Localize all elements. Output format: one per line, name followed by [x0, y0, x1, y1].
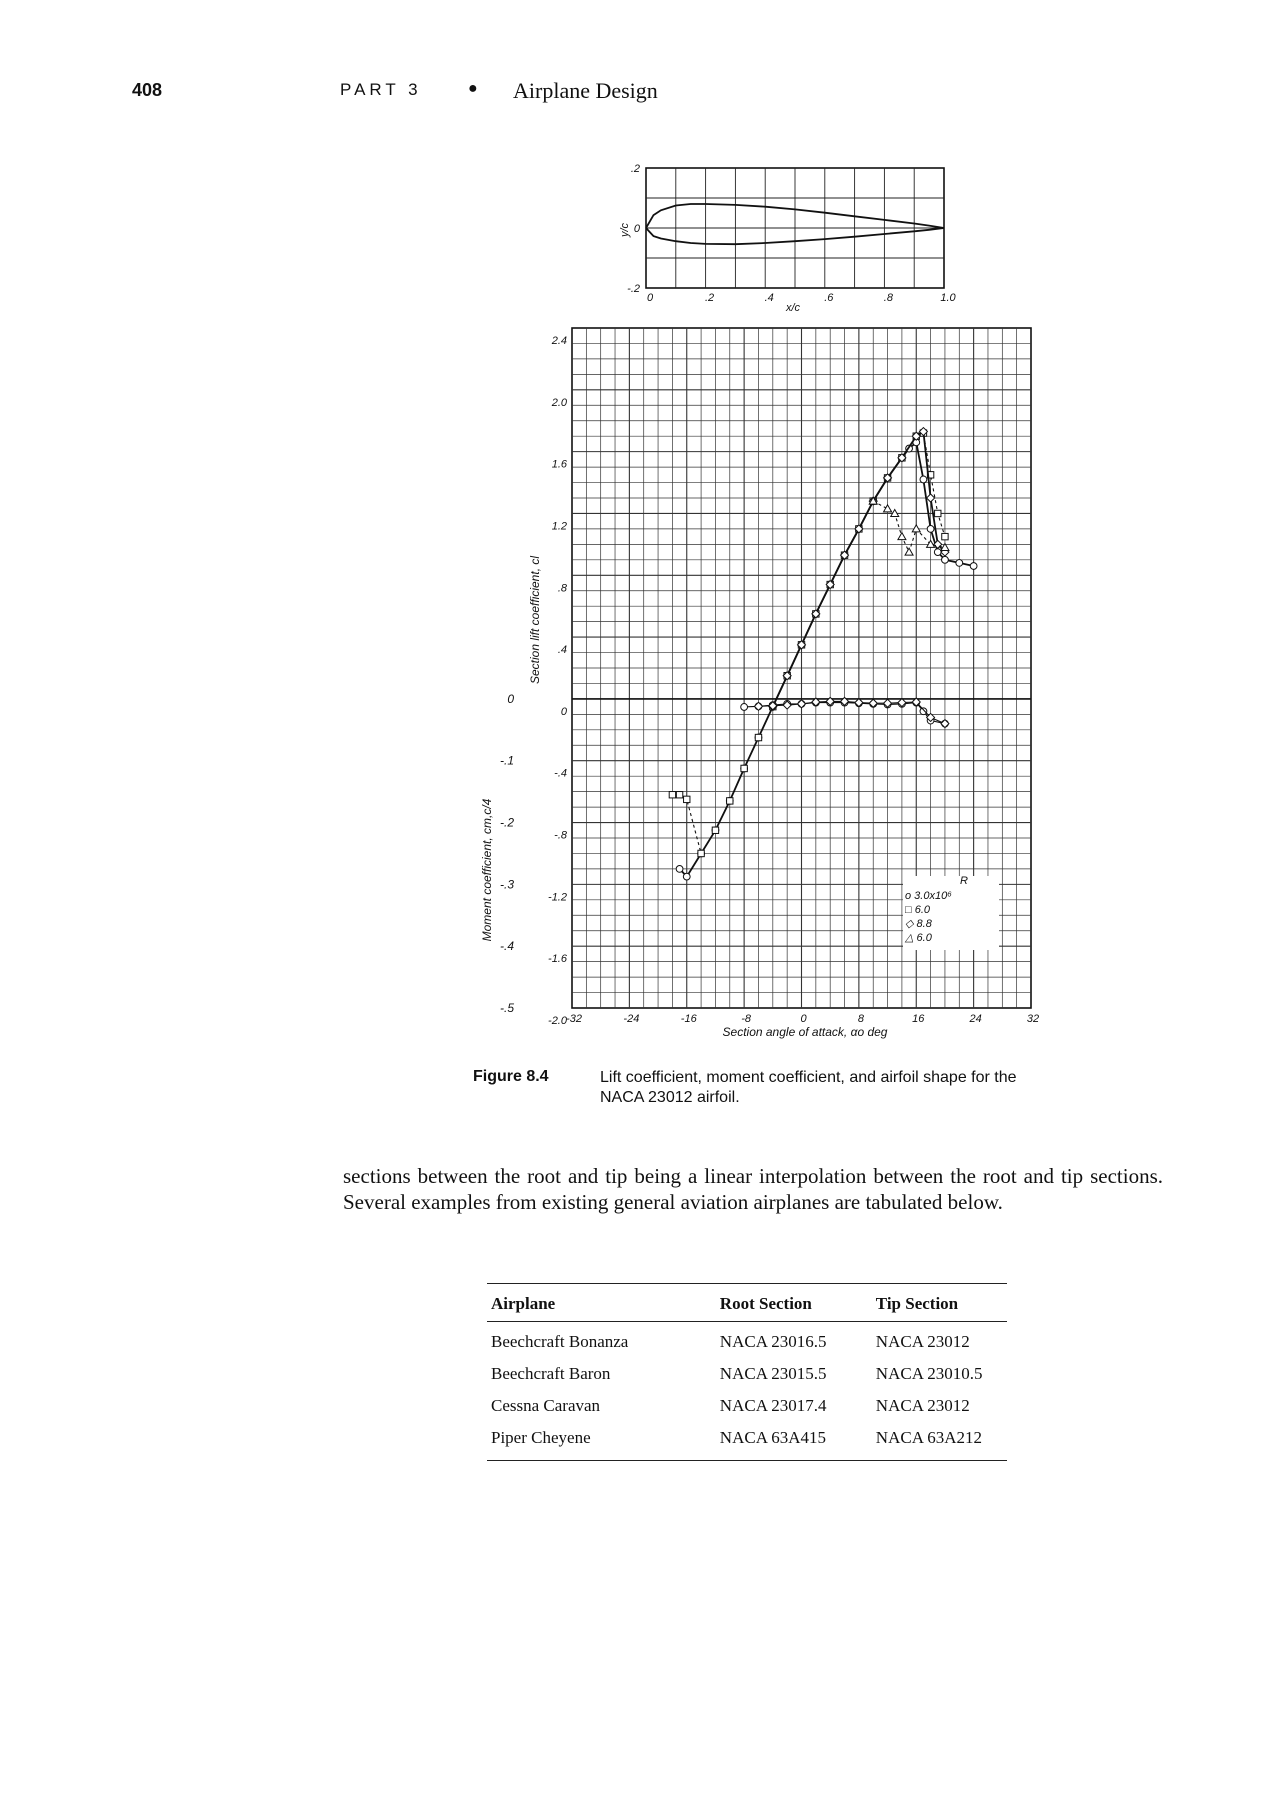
data-point — [727, 798, 733, 804]
tick-label: 1.2 — [551, 520, 567, 533]
legend-entry: □ 6.0 — [905, 904, 930, 916]
table-cell: Piper Cheyene — [487, 1418, 716, 1461]
data-point — [912, 525, 920, 532]
shape-y-axis-label: y/c — [619, 222, 631, 238]
tick-label: -2.0 — [548, 1015, 567, 1027]
page-number: 408 — [132, 80, 163, 100]
table-row — [487, 1322, 1007, 1355]
tick-label: 0 — [507, 691, 514, 706]
data-point — [798, 700, 806, 708]
table-cell: NACA 23015.5 — [719, 1363, 827, 1383]
data-point — [683, 873, 690, 880]
data-point — [898, 533, 906, 540]
tick-label: 8 — [857, 1013, 864, 1025]
tick-label: -.2 — [499, 815, 514, 830]
tick-label: 32 — [1026, 1013, 1040, 1025]
table-cell: NACA 23017.4 — [719, 1395, 827, 1415]
data-point — [884, 505, 892, 512]
data-point — [927, 526, 934, 533]
tick-label: .2 — [705, 292, 715, 304]
table-cell: NACA 63A415 — [716, 1418, 872, 1461]
tick-label: -16 — [680, 1013, 697, 1025]
data-point — [712, 827, 718, 833]
chart-legend — [903, 875, 999, 950]
shape-grid — [646, 168, 944, 288]
main-x-tick-labels — [566, 1013, 1039, 1025]
airfoil-shape-plot — [619, 163, 957, 314]
shape-x-axis-label: x/c — [785, 302, 801, 314]
data-point — [956, 560, 963, 567]
table-cell: NACA 23012 — [875, 1331, 970, 1351]
tick-label: .6 — [824, 292, 834, 304]
tick-label: .8 — [557, 582, 567, 595]
data-point — [741, 765, 747, 771]
data-point — [676, 792, 682, 798]
series-line — [672, 433, 945, 853]
tick-label: 1.0 — [940, 292, 956, 304]
lift-y-axis-label: Section lift coefficient, cl — [528, 555, 542, 685]
tick-label: 16 — [912, 1013, 925, 1025]
data-point — [927, 494, 935, 502]
tick-label: 24 — [969, 1013, 982, 1025]
body-paragraph: sections between the root and tip being a linear interpolation between the root and tip sections. Several examples from existing general aviation airplanes are tabulated below. — [343, 1164, 1163, 1214]
data-point — [942, 533, 948, 539]
tick-label: 0 — [560, 705, 567, 718]
data-point — [942, 556, 949, 563]
data-point — [754, 702, 762, 710]
tick-label: 0 — [633, 223, 640, 235]
data-point — [934, 549, 941, 556]
data-point — [698, 850, 704, 856]
tick-label: -.1 — [499, 753, 514, 768]
tick-label: -.5 — [499, 1001, 514, 1015]
data-point — [676, 866, 683, 873]
data-point — [669, 792, 675, 798]
table-cell: Beechcraft Bonanza — [491, 1331, 629, 1351]
data-point — [755, 734, 761, 740]
column-header: Tip Section — [872, 1284, 1007, 1322]
tick-label: .8 — [883, 292, 893, 304]
moment-y-axis-label: Moment coefficient, cm,c/4 — [480, 798, 494, 942]
series-line — [680, 442, 974, 876]
table-cell: NACA 63A212 — [872, 1418, 1007, 1461]
figure-label: Figure 8.4 — [473, 1068, 549, 1085]
tick-label: 0 — [800, 1013, 807, 1025]
lift-y-tick-labels — [548, 335, 568, 1027]
tick-label: -.4 — [499, 939, 514, 954]
main-x-axis-label: Section angle of attack, αo deg — [722, 1025, 888, 1039]
chapter-title: Airplane Design — [513, 78, 658, 103]
tick-label: 1.6 — [551, 458, 567, 471]
legend-entry: o 3.0x10⁶ — [905, 890, 952, 902]
data-point — [927, 540, 935, 547]
tick-label: -.8 — [554, 829, 567, 842]
tick-label: -8 — [741, 1013, 752, 1025]
table-row — [487, 1386, 1007, 1418]
tick-label: -.4 — [554, 767, 567, 780]
tick-label: 2.4 — [551, 335, 567, 347]
tick-label: .4 — [764, 292, 774, 304]
tick-label: -32 — [566, 1013, 582, 1025]
data-point — [905, 548, 913, 555]
data-point — [920, 708, 927, 715]
tick-label: -1.2 — [548, 891, 567, 904]
legend-entry: ◇ 8.8 — [905, 918, 932, 930]
bullet-icon: ● — [468, 80, 478, 97]
tick-label: -.3 — [499, 877, 514, 892]
table-row — [487, 1354, 1007, 1386]
data-point — [684, 796, 690, 802]
tick-label: -1.6 — [548, 953, 567, 966]
tick-label: 0 — [646, 292, 654, 304]
data-point — [920, 476, 927, 483]
moment-y-tick-labels — [500, 692, 514, 1015]
part-label: PART 3 — [340, 80, 422, 99]
table-cell: NACA 23012 — [875, 1395, 970, 1415]
table-cell: Beechcraft Baron — [491, 1363, 611, 1383]
data-point — [970, 563, 977, 570]
airfoil-sections-table — [487, 1283, 1007, 1461]
tick-label: -24 — [623, 1013, 640, 1025]
data-point — [741, 704, 748, 711]
legend-entry: △ 6.0 — [905, 932, 932, 944]
figure-caption: Lift coefficient, moment coefficient, and airfoil shape for the NACA 23012 airfoil. — [600, 1069, 1017, 1106]
legend-header: R — [960, 875, 968, 887]
shape-x-tick-labels — [647, 292, 957, 304]
lift-moment-plot — [480, 328, 1039, 1039]
column-header: Airplane — [487, 1284, 716, 1322]
table-cell: NACA 23010.5 — [875, 1363, 983, 1383]
column-header: Root Section — [716, 1284, 872, 1322]
data-point — [935, 510, 941, 516]
data-point — [941, 720, 949, 728]
table-header-row — [487, 1284, 1007, 1322]
tick-label: -.2 — [627, 283, 640, 295]
tick-label: .2 — [630, 163, 640, 175]
tick-label: .4 — [557, 644, 567, 657]
table-cell: NACA 23016.5 — [719, 1331, 827, 1351]
table-cell: Cessna Caravan — [491, 1395, 601, 1415]
tick-label: 2.0 — [551, 396, 567, 409]
table-row — [487, 1418, 1007, 1461]
